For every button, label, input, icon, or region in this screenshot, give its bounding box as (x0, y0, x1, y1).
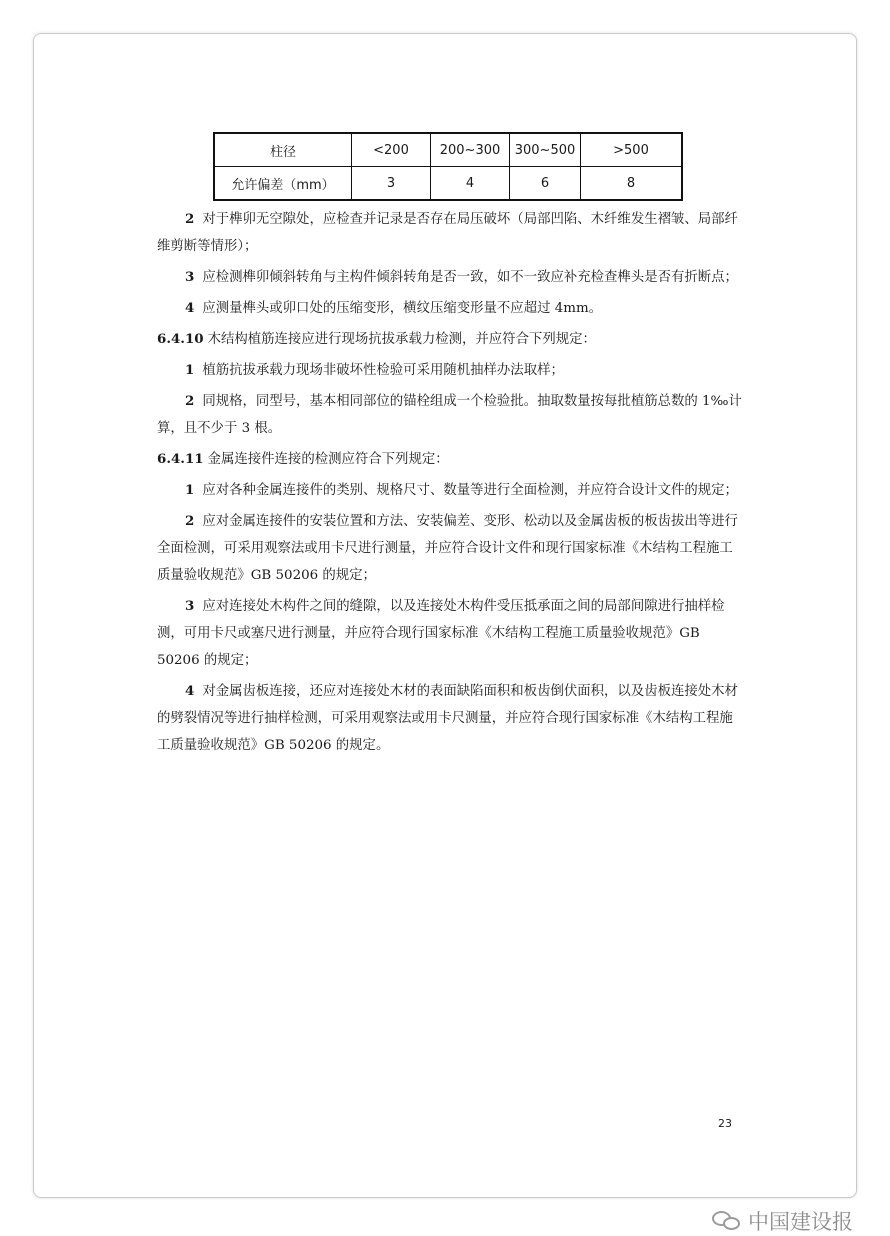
item-text: 植筋抗拔承载力现场非破坏性检验可采用随机抽样办法取样； (202, 363, 564, 378)
body-text (157, 206, 742, 763)
item-text: 应对连接处木构件之间的缝隙，以及连接处木构件受压抵承面之间的局部间隙进行抽样检测，可用卡尺或塞尺进行测量，并应符合现行国家标准《木结构工程施工质量验收规范》GB 50206 的规定； (157, 599, 725, 668)
table-cell: 3 (352, 167, 431, 201)
item-number: 2 (185, 513, 195, 529)
list-item (157, 508, 742, 589)
item-number: 4 (185, 300, 195, 316)
section-6-4-10 (157, 326, 742, 353)
watermark (712, 1206, 853, 1236)
item-text: 应检测榫卯倾斜转角与主构件倾斜转角是否一致，如不一致应补充检查榫头是否有折断点； (202, 270, 738, 285)
section-number: 6.4.10 (157, 331, 204, 347)
section-text: 金属连接件连接的检测应符合下列规定： (207, 452, 449, 467)
list-item (157, 206, 742, 260)
section-text: 木结构植筋连接应进行现场抗拔承载力检测，并应符合下列规定： (207, 332, 596, 347)
table-cell: 允许偏差（mm） (214, 167, 352, 201)
item-text: 应对金属连接件的安装位置和方法、安装偏差、变形、松动以及金属齿板的板齿拔出等进行全面检测，可采用观察法或用卡尺进行测量，并应符合设计文件和现行国家标准《木结构工程施工质量验收规范》GB 50206 的规定； (157, 514, 738, 583)
table-cell: 300~500 (510, 133, 581, 167)
list-item (157, 593, 742, 674)
item-text: 对金属齿板连接，还应对连接处木材的表面缺陷面积和板齿倒伏面积，以及齿板连接处木材的劈裂情况等进行抽样检测，可采用观察法或用卡尺测量，并应符合现行国家标准《木结构工程施工质量验收规范》GB 50206 的规定。 (157, 684, 738, 753)
list-item (157, 678, 742, 759)
table-cell: 6 (510, 167, 581, 201)
list-item (157, 477, 742, 504)
list-item (157, 388, 742, 442)
table-cell: 4 (431, 167, 510, 201)
item-number: 1 (185, 482, 195, 498)
table-cell: >500 (581, 133, 683, 167)
item-text: 应对各种金属连接件的类别、规格尺寸、数量等进行全面检测，并应符合设计文件的规定； (202, 483, 738, 498)
list-item (157, 295, 742, 322)
item-text: 对于榫卯无空隙处，应检查并记录是否存在局压破坏（局部凹陷、木纤维发生褶皱、局部纤维剪断等情形）； (157, 212, 738, 254)
item-number: 2 (185, 211, 195, 227)
item-text: 同规格，同型号，基本相同部位的锚栓组成一个检验批。抽取数量按每批植筋总数的 1‰计算，且不少于 3 根。 (157, 394, 742, 436)
item-number: 1 (185, 362, 195, 378)
table-cell: 柱径 (214, 133, 352, 167)
table-cell: <200 (352, 133, 431, 167)
diameter-tolerance-table (213, 132, 683, 201)
watermark-text: 中国建设报 (748, 1210, 853, 1234)
page-number: 23 (718, 1117, 732, 1130)
item-number: 2 (185, 393, 195, 409)
wechat-icon (712, 1210, 742, 1232)
item-number: 4 (185, 683, 195, 699)
section-6-4-11 (157, 446, 742, 473)
list-item (157, 264, 742, 291)
table-header-row (214, 133, 682, 167)
item-number: 3 (185, 269, 195, 285)
table-cell: 8 (581, 167, 683, 201)
item-number: 3 (185, 598, 195, 614)
table-row (214, 167, 682, 201)
section-number: 6.4.11 (157, 451, 204, 467)
item-text: 应测量榫头或卯口处的压缩变形，横纹压缩变形量不应超过 4mm。 (202, 301, 603, 316)
list-item (157, 357, 742, 384)
table-cell: 200~300 (431, 133, 510, 167)
